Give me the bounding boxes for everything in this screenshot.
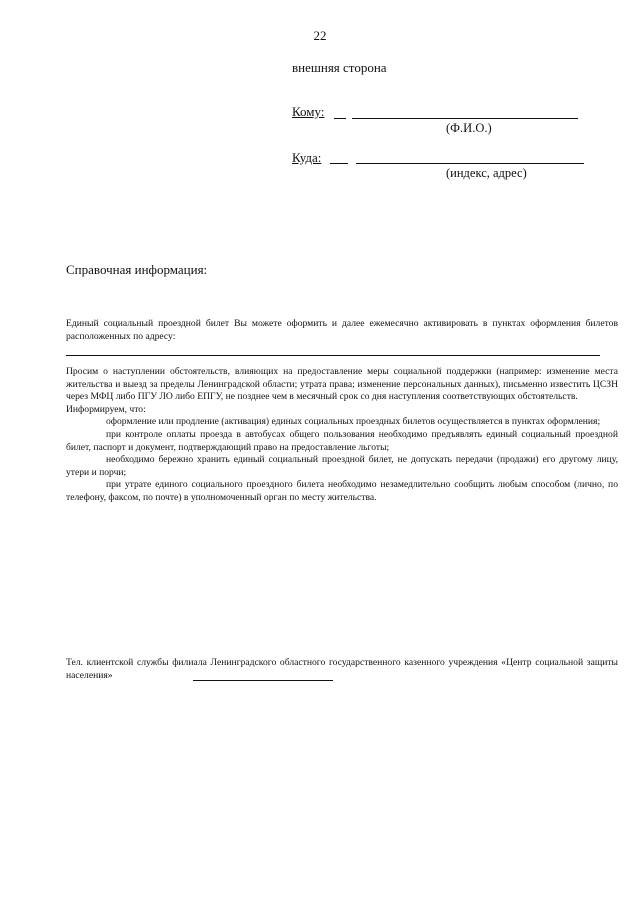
to-label: Кому: [292,104,325,119]
address-line [66,355,600,356]
ticket-intro-text: Единый социальный проездной билет Вы можете оформить и далее ежемесячно активировать в пунктах оформления билетов расположенных по адресу: [66,318,618,342]
reference-heading: Справочная информация: [66,262,208,277]
inform-item: при контроле оплаты проезда в автобусах общего пользования необходимо предъявлять единый социальный проездной билет, паспорт и документ, подтверждающий право на предоставление льготы; [66,428,618,453]
page-number: 22 [313,28,327,43]
info-block [66,366,618,505]
to-line [352,118,578,119]
inform-item: оформление или продление (активация) единых социальных проездных билетов осуществляется в пунктах оформления; [106,416,601,428]
where-label: Куда: [292,150,322,165]
phone-line [193,680,333,681]
footer-block [66,657,618,682]
where-line-short [330,163,348,164]
to-hint: (Ф.И.О.) [446,121,492,135]
side-label: внешняя сторона [292,60,387,75]
inform-intro: Информируем, что: [66,403,146,415]
request-text: Просим о наступлении обстоятельств, влияющих на предоставление меры социальной поддержки (например: изменение места жительства и выезд за пределы Ленинградской области; утрата права; изменение персональных данных), письменно известить ЦСЗН через МФЦ либо ПГУ ЛО либо ЕПГУ, не позднее чем в месячный срок со дня наступления соответствующих обстоятельств. [66,366,618,403]
ticket-intro [66,318,618,343]
footer-text: Тел. клиентской службы филиала Ленинградского областного государственного казенного учреждения «Центр социальной защиты населения» [66,657,618,681]
inform-item: необходимо бережно хранить единый социальный проездной билет, не допускать передачи (продажи) его другому лицу, утери и порчи; [66,454,618,478]
to-line-short [334,118,346,119]
where-hint: (индекс, адрес) [446,166,527,180]
where-line [356,163,584,164]
inform-item: при утрате единого социального проездного билета необходимо незамедлительно сообщить любым способом (лично, по телефону, факсом, по почте) в уполномоченный орган по месту жительства. [66,479,618,503]
